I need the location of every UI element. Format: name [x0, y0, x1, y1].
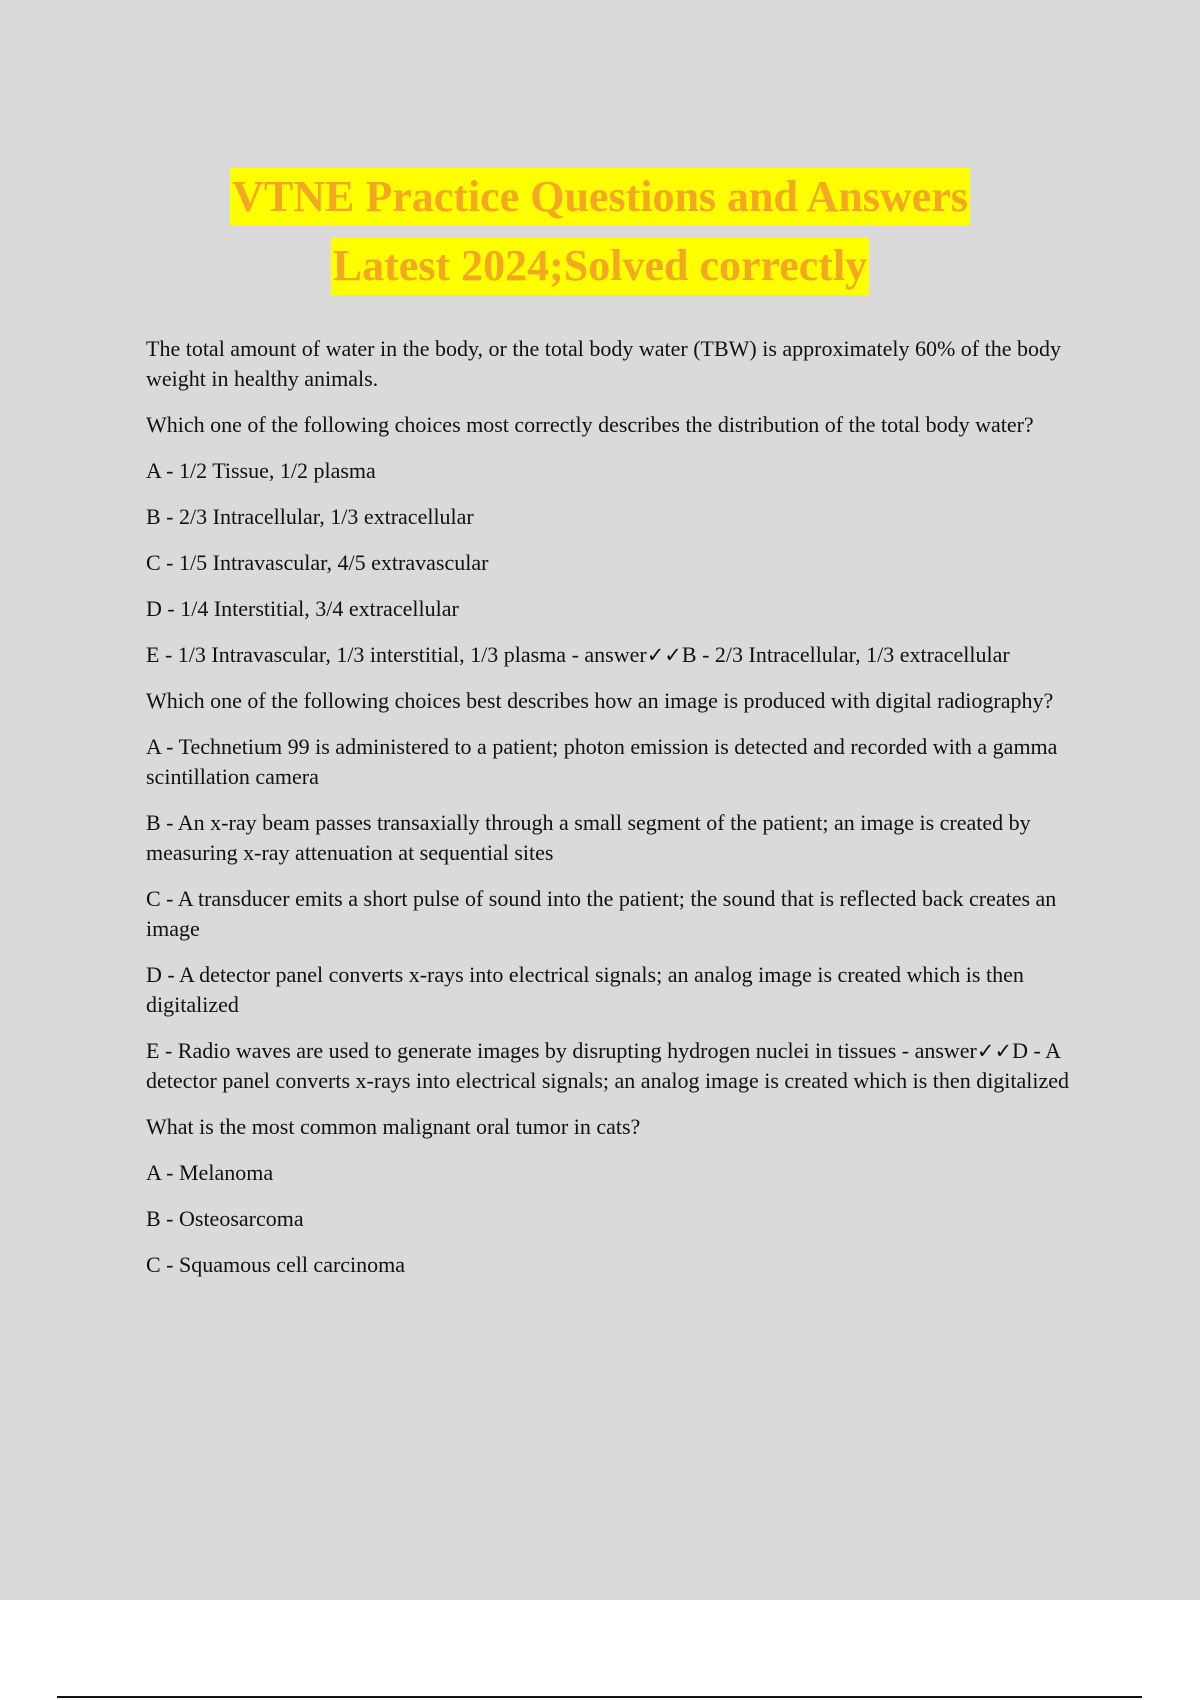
question-3-option-c: C - Squamous cell carcinoma	[146, 1252, 406, 1277]
question-2-option-a: A - Technetium 99 is administered to a patient; photon emission is detected and recorded with a gamma scintillation camera	[146, 734, 1058, 789]
question-2-option-e: E - Radio waves are used to generate images by disrupting hydrogen nuclei in tissues - answer	[146, 1038, 977, 1063]
question-1-option-d: D - 1/4 Interstitial, 3/4 extracellular	[146, 596, 459, 621]
question-2-option-d: D - A detector panel converts x-rays into electrical signals; an analog image is created which is then digitalized	[146, 962, 1024, 1017]
check-mark-icon: ✓✓	[646, 643, 682, 667]
question-1-option-b: B - 2/3 Intracellular, 1/3 extracellular	[146, 504, 474, 529]
check-mark-icon: ✓✓	[976, 1039, 1013, 1063]
question-3-option-a: A - Melanoma	[146, 1160, 274, 1185]
question-1-option-a: A - 1/2 Tissue, 1/2 plasma	[146, 458, 376, 483]
footer-divider	[57, 1696, 1142, 1698]
question-2-option-c: C - A transducer emits a short pulse of sound into the patient; the sound that is reflected back creates an image	[146, 886, 1057, 941]
question-2: Which one of the following choices best describes how an image is produced with digital radiography?	[146, 688, 1054, 713]
question-1: Which one of the following choices most correctly describes the distribution of the total body water?	[146, 412, 1034, 437]
title-line-2: Latest 2024;Solved correctly	[331, 237, 869, 295]
question-3-option-b: B - Osteosarcoma	[146, 1206, 304, 1231]
question-1-option-c: C - 1/5 Intravascular, 4/5 extravascular	[146, 550, 489, 575]
question-2-option-b: B - An x-ray beam passes transaxially through a small segment of the patient; an image is created by measuring x-ray attenuation at sequential sites	[146, 810, 1031, 865]
question-1-option-e: E - 1/3 Intravascular, 1/3 interstitial, 1/3 plasma - answer	[146, 642, 647, 667]
question-2-option-e-with-answer	[146, 1036, 1096, 1096]
document-body	[146, 334, 1096, 1296]
question-1-answer: B - 2/3 Intracellular, 1/3 extracellular	[681, 642, 1010, 667]
question-3: What is the most common malignant oral tumor in cats?	[146, 1114, 641, 1139]
question-2-answer: D - A detector panel converts x-rays into electrical signals; an analog image is created which is then digitalized	[146, 1038, 1070, 1093]
document-title	[0, 168, 1200, 306]
question-1-option-e-with-answer	[146, 640, 1096, 670]
title-line-1: VTNE Practice Questions and Answers	[230, 168, 970, 226]
intro-paragraph: The total amount of water in the body, or the total body water (TBW) is approximately 60% of the body weight in healthy animals.	[146, 336, 1061, 391]
